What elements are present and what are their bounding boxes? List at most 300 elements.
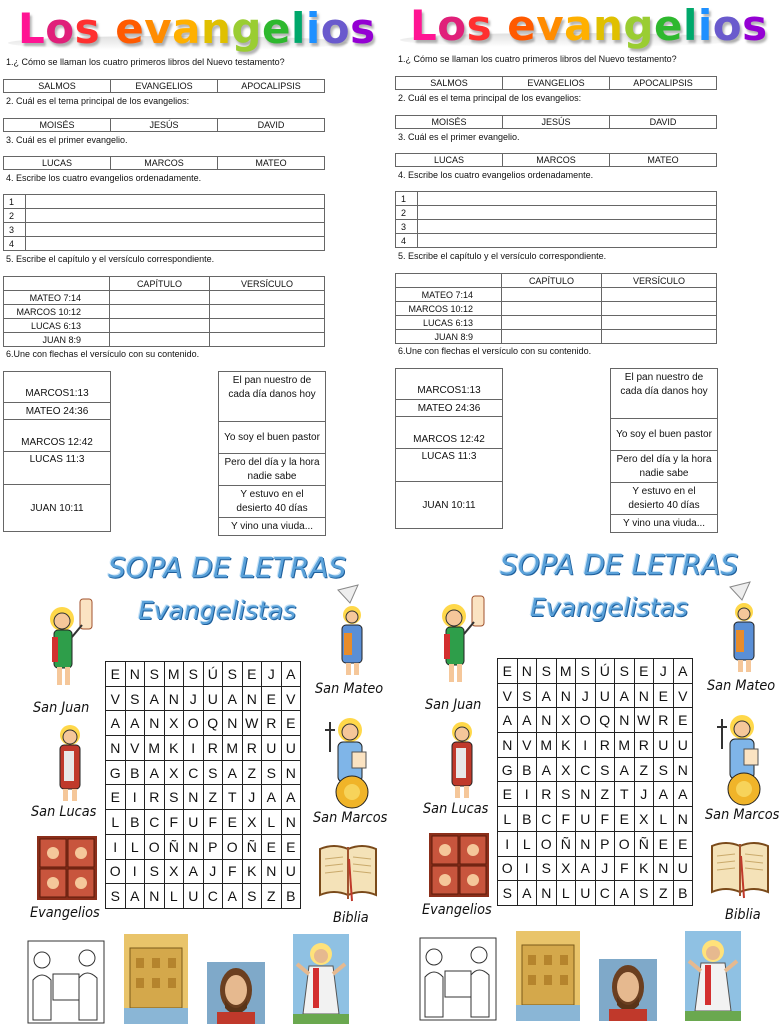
grid-cell[interactable]: E xyxy=(634,659,654,684)
grid-cell[interactable]: N xyxy=(242,686,262,711)
verse-cell[interactable] xyxy=(209,319,324,333)
match-left-item[interactable]: MARCOS1:13 xyxy=(396,369,502,400)
grid-cell[interactable]: E xyxy=(223,810,243,835)
grid-cell[interactable]: L xyxy=(106,810,126,835)
grid-cell[interactable]: L xyxy=(498,807,518,832)
answer-cell[interactable] xyxy=(26,237,325,251)
grid-cell[interactable]: E xyxy=(615,807,635,832)
grid-cell[interactable]: Q xyxy=(203,711,223,736)
chapter-header: CAPÍTULO xyxy=(502,274,602,288)
match-left-item[interactable]: LUCAS 11:3 xyxy=(4,452,110,485)
grid-cell[interactable]: C xyxy=(576,757,596,782)
grid-cell[interactable]: X xyxy=(556,856,576,881)
san-mateo-label: San Mateo xyxy=(315,681,384,697)
grid-cell[interactable]: U xyxy=(262,736,282,761)
grid-cell[interactable]: N xyxy=(281,810,301,835)
grid-cell[interactable]: E xyxy=(673,831,693,856)
grid-cell[interactable]: K xyxy=(242,859,262,884)
grid-cell[interactable]: V xyxy=(498,683,518,708)
empty-header xyxy=(396,274,502,288)
q1-option[interactable]: SALMOS xyxy=(396,77,503,90)
q2-option[interactable]: JESÚS xyxy=(111,119,218,132)
grid-cell[interactable]: U xyxy=(184,884,204,909)
grid-cell[interactable]: Z xyxy=(242,760,262,785)
chapter-cell[interactable] xyxy=(502,288,602,302)
grid-cell[interactable]: V xyxy=(517,733,537,758)
grid-cell[interactable]: A xyxy=(125,884,145,909)
san-mateo-label: San Mateo xyxy=(707,678,776,694)
grid-cell[interactable]: E xyxy=(106,785,126,810)
question-3-options xyxy=(3,156,325,170)
match-left-item[interactable]: JUAN 10:11 xyxy=(422,499,476,511)
grid-cell[interactable]: S xyxy=(556,782,576,807)
q1-option[interactable]: SALMOS xyxy=(4,80,111,93)
grid-cell[interactable]: C xyxy=(595,881,615,906)
grid-cell[interactable]: I xyxy=(184,736,204,761)
grid-cell[interactable]: R xyxy=(654,708,674,733)
grid-cell[interactable]: J xyxy=(262,662,282,687)
san-juan-label: San Juan xyxy=(425,697,482,713)
grid-cell[interactable]: Ñ xyxy=(556,831,576,856)
grid-cell[interactable]: A xyxy=(125,711,145,736)
grid-cell[interactable]: F xyxy=(556,807,576,832)
grid-cell[interactable]: M xyxy=(556,659,576,684)
grid-cell[interactable]: E xyxy=(654,683,674,708)
question-2-options xyxy=(3,118,325,132)
answer-cell[interactable] xyxy=(418,192,717,206)
grid-cell[interactable]: V xyxy=(281,686,301,711)
grid-row xyxy=(498,856,693,881)
answer-cell[interactable] xyxy=(26,209,325,223)
q3-option[interactable]: MATEO xyxy=(218,157,325,170)
grid-cell[interactable]: Z xyxy=(634,757,654,782)
grid-row xyxy=(106,760,301,785)
grid-cell[interactable]: N xyxy=(125,662,145,687)
q1-option[interactable]: APOCALIPSIS xyxy=(218,80,325,93)
grid-cell[interactable]: C xyxy=(203,884,223,909)
match-left-item[interactable]: MARCOS 12:42 xyxy=(4,420,110,452)
grid-cell[interactable]: N xyxy=(556,683,576,708)
grid-cell[interactable]: E xyxy=(673,708,693,733)
match-right-item[interactable]: Y estuvo en el desierto 40 días xyxy=(219,486,325,518)
grid-cell[interactable]: C xyxy=(537,807,557,832)
grid-cell[interactable]: E xyxy=(498,782,518,807)
saint-john-illustration xyxy=(42,597,100,697)
match-right-item[interactable]: Y vino una viuda... xyxy=(622,517,706,529)
grid-cell[interactable]: Ñ xyxy=(164,834,184,859)
match-right-item[interactable]: Pero del día y la hora nadie sabe xyxy=(219,454,325,486)
match-right-item[interactable]: Pero del día y la hora nadie sabe xyxy=(611,451,717,483)
grid-cell[interactable]: A xyxy=(281,662,301,687)
grid-cell[interactable]: I xyxy=(125,859,145,884)
answer-cell[interactable] xyxy=(418,206,717,220)
grid-cell[interactable]: S xyxy=(125,686,145,711)
grid-cell[interactable]: R xyxy=(262,711,282,736)
match-left-item[interactable]: JUAN 10:11 xyxy=(30,502,84,514)
grid-cell[interactable]: E xyxy=(106,662,126,687)
grid-cell[interactable]: A xyxy=(537,683,557,708)
grid-cell[interactable]: I xyxy=(517,856,537,881)
grid-cell[interactable]: L xyxy=(262,810,282,835)
grid-cell[interactable]: N xyxy=(281,760,301,785)
grid-cell[interactable]: E xyxy=(262,834,282,859)
grid-row xyxy=(498,708,693,733)
grid-cell[interactable]: Ú xyxy=(203,662,223,687)
grid-cell[interactable]: F xyxy=(223,859,243,884)
row-number: 2 xyxy=(4,209,26,223)
grid-cell[interactable]: N xyxy=(164,686,184,711)
grid-cell[interactable]: T xyxy=(615,782,635,807)
grid-row xyxy=(106,736,301,761)
grid-cell[interactable]: J xyxy=(634,782,654,807)
grid-cell[interactable]: A xyxy=(673,659,693,684)
reference: JUAN 8:9 xyxy=(4,333,110,347)
match-left-item[interactable]: LUCAS 11:3 xyxy=(396,449,502,482)
grid-cell[interactable]: S xyxy=(576,659,596,684)
grid-cell[interactable]: X xyxy=(164,711,184,736)
grid-cell[interactable]: O xyxy=(145,834,165,859)
grid-cell[interactable]: X xyxy=(164,760,184,785)
grid-cell[interactable]: I xyxy=(125,785,145,810)
grid-cell[interactable]: G xyxy=(106,760,126,785)
grid-cell[interactable]: U xyxy=(673,856,693,881)
grid-cell[interactable]: M xyxy=(223,736,243,761)
title-letter: o xyxy=(45,4,75,53)
grid-row xyxy=(498,782,693,807)
verse-cell[interactable] xyxy=(601,316,716,330)
grid-cell[interactable]: O xyxy=(184,711,204,736)
grid-cell[interactable]: I xyxy=(498,831,518,856)
grid-cell[interactable]: Z xyxy=(595,782,615,807)
grid-cell[interactable]: F xyxy=(595,807,615,832)
grid-cell[interactable]: U xyxy=(673,733,693,758)
title-letter: o xyxy=(320,4,351,53)
answer-cell[interactable] xyxy=(26,195,325,209)
grid-cell[interactable]: G xyxy=(498,757,518,782)
grid-cell[interactable]: E xyxy=(242,662,262,687)
grid-cell[interactable]: B xyxy=(517,807,537,832)
grid-cell[interactable]: X xyxy=(634,807,654,832)
grid-cell[interactable]: J xyxy=(203,859,223,884)
grid-cell[interactable]: P xyxy=(203,834,223,859)
verse-cell[interactable] xyxy=(209,305,324,319)
question-4-answer-table xyxy=(395,191,717,248)
grid-cell[interactable]: V xyxy=(673,683,693,708)
match-right-item[interactable]: Y estuvo en el desierto 40 días xyxy=(611,483,717,515)
grid-cell[interactable]: N xyxy=(673,757,693,782)
grid-cell[interactable]: N xyxy=(184,834,204,859)
grid-cell[interactable]: A xyxy=(537,757,557,782)
grid-cell[interactable]: N xyxy=(498,733,518,758)
grid-cell[interactable]: S xyxy=(498,881,518,906)
verse-cell[interactable] xyxy=(601,302,716,316)
gospels-book-illustration xyxy=(37,836,97,900)
grid-cell[interactable]: U xyxy=(281,859,301,884)
grid-cell[interactable]: O xyxy=(498,856,518,881)
grid-cell[interactable]: S xyxy=(145,859,165,884)
grid-cell[interactable]: U xyxy=(576,807,596,832)
grid-cell[interactable]: A xyxy=(615,881,635,906)
grid-cell[interactable]: R xyxy=(242,736,262,761)
grid-cell[interactable]: S xyxy=(595,757,615,782)
grid-cell[interactable]: J xyxy=(184,686,204,711)
grid-cell[interactable]: M xyxy=(537,733,557,758)
grid-cell[interactable]: A xyxy=(576,856,596,881)
grid-row xyxy=(106,711,301,736)
q2-option[interactable]: MOISÉS xyxy=(4,119,111,132)
grid-cell[interactable]: L xyxy=(517,831,537,856)
grid-cell[interactable]: E xyxy=(498,659,518,684)
grid-cell[interactable]: A xyxy=(223,686,243,711)
grid-cell[interactable]: R xyxy=(145,785,165,810)
grid-cell[interactable]: N xyxy=(517,659,537,684)
grid-cell[interactable]: X xyxy=(556,708,576,733)
grid-cell[interactable]: U xyxy=(281,736,301,761)
grid-row xyxy=(498,831,693,856)
grid-cell[interactable]: S xyxy=(517,683,537,708)
grid-cell[interactable]: S xyxy=(145,662,165,687)
grid-cell[interactable]: M xyxy=(615,733,635,758)
grid-cell[interactable]: O xyxy=(106,859,126,884)
title-letter: e xyxy=(507,1,537,50)
grid-cell[interactable]: A xyxy=(517,708,537,733)
grid-cell[interactable]: R xyxy=(634,733,654,758)
question-4: 4. Escribe los cuatro evangelios ordenadamente. xyxy=(6,173,202,183)
grid-cell[interactable]: M xyxy=(164,662,184,687)
chapter-cell[interactable] xyxy=(110,291,210,305)
grid-cell[interactable]: C xyxy=(184,760,204,785)
grid-cell[interactable]: N xyxy=(223,711,243,736)
grid-cell[interactable]: Z xyxy=(654,881,674,906)
sopa-title: SOPA DE LETRAS xyxy=(500,548,739,581)
grid-cell[interactable]: O xyxy=(615,831,635,856)
verse-cell[interactable] xyxy=(601,330,716,344)
saint-matthew-illustration xyxy=(330,585,370,680)
grid-cell[interactable]: B xyxy=(673,881,693,906)
grid-cell[interactable]: S xyxy=(164,785,184,810)
grid-cell[interactable]: L xyxy=(164,884,184,909)
match-right-item[interactable]: El pan nuestro de cada día danos hoy xyxy=(219,372,325,422)
grid-cell[interactable]: F xyxy=(203,810,223,835)
match-left-item[interactable]: MARCOS1:13 xyxy=(4,372,110,403)
grid-cell[interactable]: L xyxy=(556,881,576,906)
chapter-cell[interactable] xyxy=(110,305,210,319)
grid-cell[interactable]: A xyxy=(654,782,674,807)
grid-cell[interactable]: X xyxy=(242,810,262,835)
grid-cell[interactable]: N xyxy=(106,736,126,761)
grid-cell[interactable]: Q xyxy=(595,708,615,733)
grid-cell[interactable]: M xyxy=(145,736,165,761)
grid-cell[interactable]: S xyxy=(242,884,262,909)
grid-row xyxy=(498,733,693,758)
grid-cell[interactable]: I xyxy=(106,834,126,859)
title-letter: g xyxy=(623,1,654,50)
match-right-item[interactable]: Y vino una viuda... xyxy=(230,520,314,532)
grid-cell[interactable]: N xyxy=(145,884,165,909)
verse-contents-box xyxy=(218,371,326,536)
grid-cell[interactable]: J xyxy=(242,785,262,810)
grid-cell[interactable]: F xyxy=(164,810,184,835)
grid-cell[interactable]: W xyxy=(242,711,262,736)
row-number: 4 xyxy=(4,237,26,251)
grid-cell[interactable]: O xyxy=(537,831,557,856)
grid-cell[interactable]: E xyxy=(281,711,301,736)
grid-cell[interactable]: Ú xyxy=(595,659,615,684)
grid-cell[interactable]: W xyxy=(634,708,654,733)
grid-cell[interactable]: A xyxy=(517,881,537,906)
question-5: 5. Escribe el capítulo y el versículo correspondiente. xyxy=(6,254,215,264)
grid-cell[interactable]: K xyxy=(634,856,654,881)
grid-cell[interactable]: N xyxy=(615,708,635,733)
grid-cell[interactable]: Z xyxy=(203,785,223,810)
grid-cell[interactable]: R xyxy=(203,736,223,761)
grid-cell[interactable]: J xyxy=(595,856,615,881)
grid-cell[interactable]: A xyxy=(223,760,243,785)
grid-cell[interactable]: K xyxy=(164,736,184,761)
grid-cell[interactable]: E xyxy=(281,834,301,859)
match-right-item[interactable]: Yo soy el buen pastor xyxy=(219,422,325,454)
grid-cell[interactable]: N xyxy=(262,859,282,884)
grid-cell[interactable]: U xyxy=(595,683,615,708)
verse-cell[interactable] xyxy=(601,288,716,302)
grid-cell[interactable]: S xyxy=(203,760,223,785)
grid-cell[interactable]: B xyxy=(125,810,145,835)
grid-cell[interactable]: A xyxy=(498,708,518,733)
grid-cell[interactable]: R xyxy=(537,782,557,807)
grid-cell[interactable]: S xyxy=(223,662,243,687)
grid-cell[interactable]: L xyxy=(125,834,145,859)
grid-cell[interactable]: S xyxy=(262,760,282,785)
grid-cell[interactable]: A xyxy=(615,683,635,708)
grid-cell[interactable]: A xyxy=(615,757,635,782)
q2-option[interactable]: MOISÉS xyxy=(396,116,503,129)
grid-cell[interactable]: T xyxy=(223,785,243,810)
grid-cell[interactable]: F xyxy=(615,856,635,881)
title-letter: e xyxy=(653,1,683,50)
grid-cell[interactable]: S xyxy=(615,659,635,684)
grid-cell[interactable]: P xyxy=(595,831,615,856)
grid-cell[interactable]: N xyxy=(576,831,596,856)
chapter-cell[interactable] xyxy=(502,330,602,344)
grid-cell[interactable]: N xyxy=(673,807,693,832)
grid-cell[interactable]: R xyxy=(595,733,615,758)
title-letter: s xyxy=(466,1,493,50)
grid-cell[interactable]: J xyxy=(654,659,674,684)
grid-cell[interactable]: L xyxy=(654,807,674,832)
q1-option[interactable]: EVANGELIOS xyxy=(111,80,218,93)
grid-cell[interactable]: S xyxy=(106,884,126,909)
grid-cell[interactable]: Ñ xyxy=(242,834,262,859)
match-right-item[interactable]: El pan nuestro de cada día danos hoy xyxy=(611,369,717,419)
q3-option[interactable]: LUCAS xyxy=(4,157,111,170)
grid-cell[interactable]: I xyxy=(576,733,596,758)
sopa-subtitle: Evangelistas xyxy=(530,593,689,622)
grid-cell[interactable]: B xyxy=(281,884,301,909)
grid-cell[interactable]: O xyxy=(223,834,243,859)
verse-cell[interactable] xyxy=(209,291,324,305)
grid-cell[interactable]: E xyxy=(262,686,282,711)
grid-cell[interactable]: V xyxy=(106,686,126,711)
grid-cell[interactable]: S xyxy=(537,856,557,881)
grid-row xyxy=(106,686,301,711)
grid-cell[interactable]: A xyxy=(106,711,126,736)
grid-cell[interactable]: S xyxy=(654,757,674,782)
q3-option[interactable]: MARCOS xyxy=(111,157,218,170)
grid-cell[interactable]: A xyxy=(262,785,282,810)
grid-cell[interactable]: A xyxy=(223,884,243,909)
chapter-cell[interactable] xyxy=(502,316,602,330)
grid-cell[interactable]: U xyxy=(203,686,223,711)
match-left-item[interactable]: MATEO 24:36 xyxy=(396,400,502,417)
title-letter: L xyxy=(18,4,46,53)
bible-illustration xyxy=(708,836,772,898)
grid-cell[interactable]: U xyxy=(184,810,204,835)
match-left-item[interactable]: MATEO 24:36 xyxy=(4,403,110,420)
q3-option[interactable]: LUCAS xyxy=(396,154,503,167)
grid-cell[interactable]: N xyxy=(537,881,557,906)
grid-cell[interactable]: A xyxy=(281,785,301,810)
q2-option[interactable]: DAVID xyxy=(610,116,717,129)
grid-cell[interactable]: N xyxy=(634,683,654,708)
grid-cell[interactable]: C xyxy=(145,810,165,835)
grid-cell[interactable]: O xyxy=(576,708,596,733)
q3-option[interactable]: MARCOS xyxy=(503,154,610,167)
grid-cell[interactable]: N xyxy=(184,785,204,810)
q1-option[interactable]: EVANGELIOS xyxy=(503,77,610,90)
grid-cell[interactable]: S xyxy=(634,881,654,906)
grid-cell[interactable]: E xyxy=(654,831,674,856)
match-left-item[interactable]: MARCOS 12:42 xyxy=(396,417,502,449)
question-2: 2. Cuál es el tema principal de los evangelios: xyxy=(6,96,190,106)
grid-cell[interactable]: A xyxy=(145,760,165,785)
grid-cell[interactable]: B xyxy=(125,760,145,785)
q1-option[interactable]: APOCALIPSIS xyxy=(610,77,717,90)
q2-option[interactable]: DAVID xyxy=(218,119,325,132)
grid-cell[interactable]: A xyxy=(184,859,204,884)
grid-cell[interactable]: N xyxy=(654,856,674,881)
grid-cell[interactable]: S xyxy=(537,659,557,684)
grid-cell[interactable]: I xyxy=(517,782,537,807)
match-right-item[interactable]: Yo soy el buen pastor xyxy=(611,419,717,451)
answer-cell[interactable] xyxy=(418,234,717,248)
answer-cell[interactable] xyxy=(26,223,325,237)
grid-cell[interactable]: X xyxy=(556,757,576,782)
grid-cell[interactable]: N xyxy=(537,708,557,733)
chapter-cell[interactable] xyxy=(502,302,602,316)
grid-cell[interactable]: Z xyxy=(262,884,282,909)
grid-cell[interactable]: B xyxy=(517,757,537,782)
grid-cell[interactable]: V xyxy=(125,736,145,761)
worksheet xyxy=(392,0,779,1021)
chapter-cell[interactable] xyxy=(110,333,210,347)
grid-cell[interactable]: A xyxy=(673,782,693,807)
grid-cell[interactable]: N xyxy=(576,782,596,807)
grid-cell[interactable]: J xyxy=(576,683,596,708)
grid-cell[interactable]: A xyxy=(145,686,165,711)
q2-option[interactable]: JESÚS xyxy=(503,116,610,129)
q3-option[interactable]: MATEO xyxy=(610,154,717,167)
grid-cell[interactable]: K xyxy=(556,733,576,758)
grid-cell[interactable]: N xyxy=(145,711,165,736)
grid-cell[interactable]: U xyxy=(576,881,596,906)
chapter-cell[interactable] xyxy=(110,319,210,333)
verse-cell[interactable] xyxy=(209,333,324,347)
grid-cell[interactable]: S xyxy=(184,662,204,687)
answer-cell[interactable] xyxy=(418,220,717,234)
grid-cell[interactable]: Ñ xyxy=(634,831,654,856)
grid-cell[interactable]: U xyxy=(654,733,674,758)
grid-cell[interactable]: X xyxy=(164,859,184,884)
